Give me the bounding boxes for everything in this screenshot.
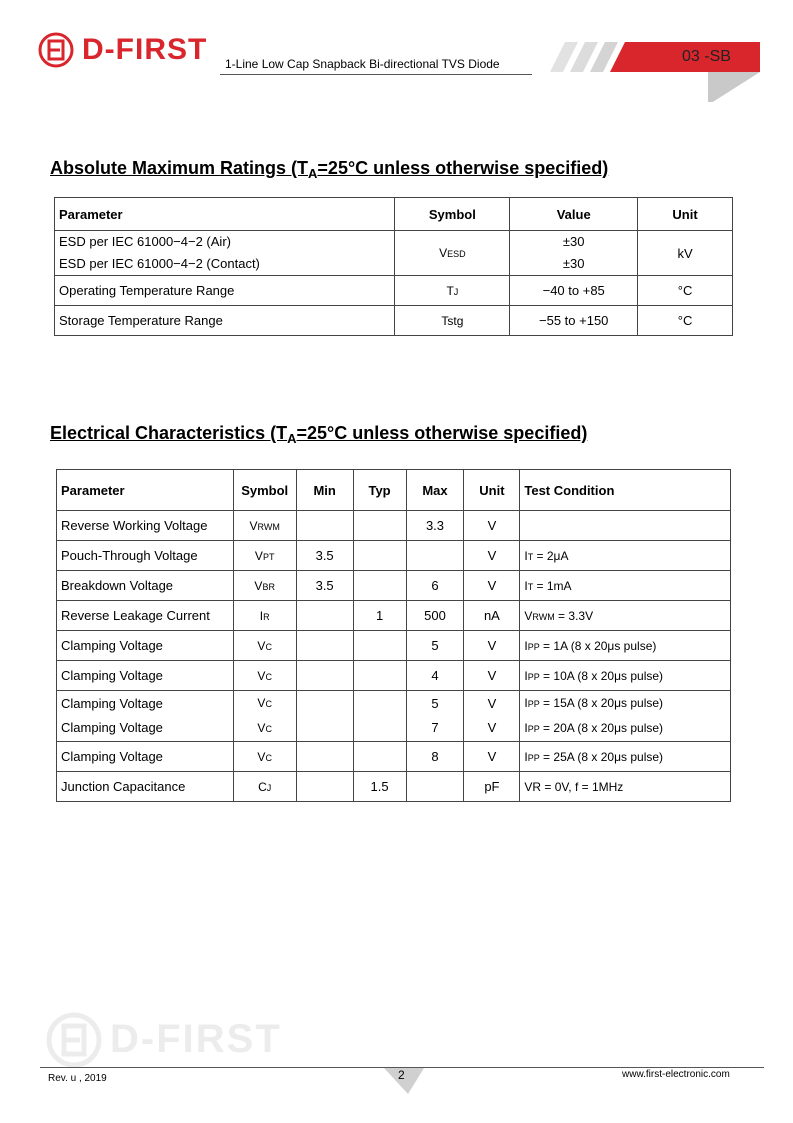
max-cell bbox=[406, 541, 464, 571]
unit-cell: °C bbox=[638, 276, 733, 306]
unit-cell: pF bbox=[464, 772, 520, 802]
typ-cell bbox=[353, 571, 406, 601]
table-row bbox=[57, 571, 731, 601]
param-cell: Clamping Voltage bbox=[57, 742, 234, 772]
table-row bbox=[57, 661, 731, 691]
min-cell bbox=[296, 661, 353, 691]
symbol-cell: VC bbox=[233, 661, 296, 691]
min-cell bbox=[296, 631, 353, 661]
watermark-logo-icon bbox=[46, 1012, 102, 1068]
symbol-cell: VC bbox=[233, 742, 296, 772]
value-cell: −40 to +85 bbox=[510, 276, 638, 306]
table-row bbox=[57, 772, 731, 802]
col-header-unit: Unit bbox=[638, 198, 733, 231]
typ-cell: 1 bbox=[353, 601, 406, 631]
watermark-logo-text: D-FIRST bbox=[110, 1017, 282, 1061]
table-row bbox=[55, 306, 733, 336]
table-row bbox=[57, 631, 731, 661]
param-cell: Operating Temperature Range bbox=[55, 276, 395, 306]
unit-cell: kV bbox=[638, 231, 733, 276]
col-header-value: Value bbox=[510, 198, 638, 231]
table-row bbox=[57, 511, 731, 541]
max-cell bbox=[406, 772, 464, 802]
table-header-row bbox=[55, 198, 733, 231]
table-row bbox=[57, 742, 731, 772]
symbol-cell: CJ bbox=[233, 772, 296, 802]
min-cell: 3.5 bbox=[296, 571, 353, 601]
table-row bbox=[57, 541, 731, 571]
max-cell: 5 7 bbox=[406, 691, 464, 742]
unit-cell: V bbox=[464, 541, 520, 571]
max-cell: 6 bbox=[406, 571, 464, 601]
table-row bbox=[55, 231, 733, 276]
condition-cell: IPP = 10A (8 x 20μs pulse) bbox=[520, 661, 731, 691]
param-cell: Clamping Voltage bbox=[57, 661, 234, 691]
min-cell bbox=[296, 511, 353, 541]
part-number: 03 -SB bbox=[682, 48, 731, 65]
unit-cell: °C bbox=[638, 306, 733, 336]
symbol-cell: VRWM bbox=[233, 511, 296, 541]
condition-cell: IPP = 15A (8 x 20μs pulse) IPP = 20A (8 x 20μs pulse) bbox=[520, 691, 731, 742]
symbol-cell: IR bbox=[233, 601, 296, 631]
elec-char-table bbox=[56, 469, 731, 802]
unit-cell: V V bbox=[464, 691, 520, 742]
unit-cell: nA bbox=[464, 601, 520, 631]
website-url: www.first-electronic.com bbox=[622, 1069, 730, 1080]
brand-logo-icon bbox=[38, 32, 74, 68]
condition-cell: VR = 0V, f = 1MHz bbox=[520, 772, 731, 802]
col-header-parameter: Parameter bbox=[57, 470, 234, 511]
typ-cell bbox=[353, 742, 406, 772]
brand-logo-text: D-FIRST bbox=[82, 33, 208, 66]
min-cell bbox=[296, 742, 353, 772]
param-cell: Reverse Working Voltage bbox=[57, 511, 234, 541]
table-row bbox=[57, 601, 731, 631]
col-header-test-condition: Test Condition bbox=[520, 470, 731, 511]
min-cell: 3.5 bbox=[296, 541, 353, 571]
col-header-max: Max bbox=[406, 470, 464, 511]
symbol-cell: VC bbox=[233, 631, 296, 661]
col-header-typ: Typ bbox=[353, 470, 406, 511]
abs-max-table bbox=[54, 197, 733, 336]
col-header-min: Min bbox=[296, 470, 353, 511]
col-header-symbol: Symbol bbox=[395, 198, 510, 231]
col-header-unit: Unit bbox=[464, 470, 520, 511]
table-row bbox=[55, 276, 733, 306]
condition-cell: IPP = 25A (8 x 20μs pulse) bbox=[520, 742, 731, 772]
table-row bbox=[57, 691, 731, 742]
min-cell bbox=[296, 601, 353, 631]
elec-char-heading: Electrical Characteristics ($T_A=25^\circ C$ unless otherwise specified) bbox=[50, 423, 588, 446]
unit-cell: V bbox=[464, 571, 520, 601]
col-header-parameter: Parameter bbox=[55, 198, 395, 231]
typ-cell: 1.5 bbox=[353, 772, 406, 802]
max-cell: 4 bbox=[406, 661, 464, 691]
unit-cell: V bbox=[464, 661, 520, 691]
param-cell: Breakdown Voltage bbox=[57, 571, 234, 601]
typ-cell bbox=[353, 661, 406, 691]
param-cell: Junction Capacitance bbox=[57, 772, 234, 802]
condition-cell: VRWM = 3.3V bbox=[520, 601, 731, 631]
typ-cell bbox=[353, 511, 406, 541]
typ-cell bbox=[353, 631, 406, 661]
max-cell: 3.3 bbox=[406, 511, 464, 541]
max-cell: 5 bbox=[406, 631, 464, 661]
symbol-cell: VESD bbox=[395, 231, 510, 276]
unit-cell: V bbox=[464, 742, 520, 772]
typ-cell bbox=[353, 541, 406, 571]
min-cell bbox=[296, 691, 353, 742]
condition-cell: IPP = 1A (8 x 20μs pulse) bbox=[520, 631, 731, 661]
col-header-symbol: Symbol bbox=[233, 470, 296, 511]
param-cell: Storage Temperature Range bbox=[55, 306, 395, 336]
symbol-cell: VBR bbox=[233, 571, 296, 601]
typ-cell bbox=[353, 691, 406, 742]
condition-cell: IT = 1mA bbox=[520, 571, 731, 601]
param-cell: ESD per IEC 61000−4−2 (Air) ESD per IEC 61000−4−2 (Contact) bbox=[55, 231, 395, 276]
header-rule bbox=[220, 74, 532, 75]
table-header-row bbox=[57, 470, 731, 511]
abs-max-heading: Absolute Maximum Ratings ($T_A=25^\circ C$ unless otherwise specified) bbox=[50, 158, 609, 181]
symbol-cell: Tstg bbox=[395, 306, 510, 336]
min-cell bbox=[296, 772, 353, 802]
symbol-cell: TJ bbox=[395, 276, 510, 306]
param-cell: Reverse Leakage Current bbox=[57, 601, 234, 631]
revision-date: Rev. u , 2019 bbox=[48, 1073, 107, 1084]
value-cell: −55 to +150 bbox=[510, 306, 638, 336]
unit-cell: V bbox=[464, 511, 520, 541]
document-title: 1-Line Low Cap Snapback Bi-directional TVS Diode bbox=[225, 57, 500, 71]
param-cell: Pouch-Through Voltage bbox=[57, 541, 234, 571]
symbol-cell: VC VC bbox=[233, 691, 296, 742]
unit-cell: V bbox=[464, 631, 520, 661]
max-cell: 500 bbox=[406, 601, 464, 631]
param-cell: Clamping Voltage bbox=[57, 631, 234, 661]
page-number: 2 bbox=[398, 1068, 405, 1082]
max-cell: 8 bbox=[406, 742, 464, 772]
param-cell: Clamping Voltage Clamping Voltage bbox=[57, 691, 234, 742]
value-cell: ±30 ±30 bbox=[510, 231, 638, 276]
condition-cell: IT = 2μA bbox=[520, 541, 731, 571]
symbol-cell: VPT bbox=[233, 541, 296, 571]
condition-cell bbox=[520, 511, 731, 541]
